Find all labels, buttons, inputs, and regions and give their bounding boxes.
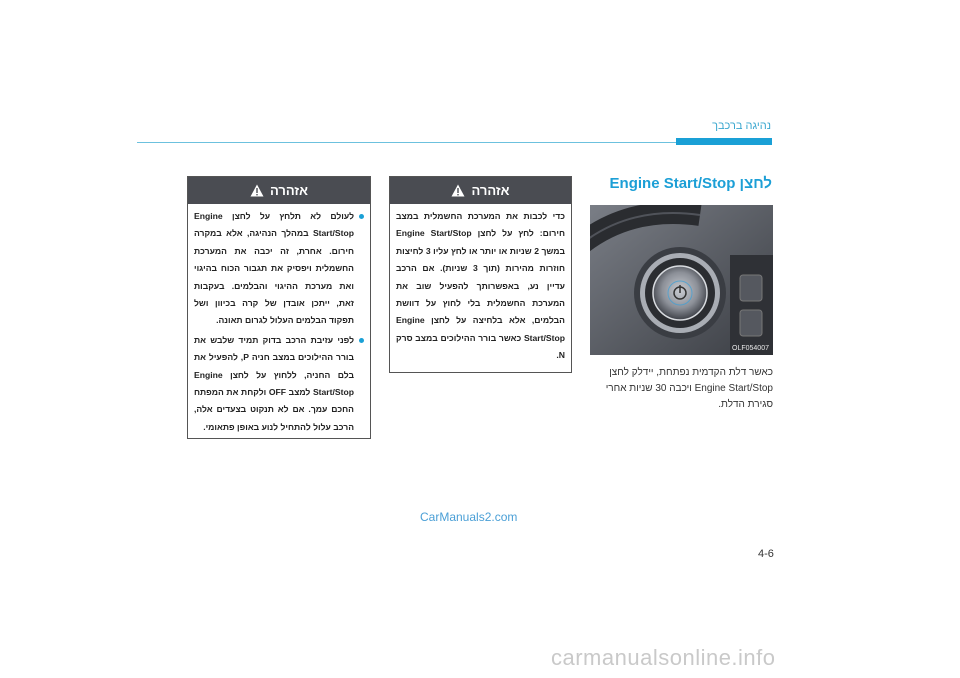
warning-body [188, 204, 370, 442]
section-title: לחצן Engine Start/Stop [609, 175, 772, 192]
bullet-icon [359, 338, 364, 343]
warning-title: אזהרה [471, 183, 510, 198]
warning-bullet [194, 332, 364, 436]
warning-triangle-icon [250, 184, 264, 197]
warning-text: כדי לכבות את המערכת החשמלית במצב חירום: לחץ על לחצן Engine Start/Stop במשך 2 שניות או יותר או לחץ עליו 3 לחיצות חוזרות מהירות (תוך 3 שניות). אם הרכב עדיין נע, באפשרותך להפעיל שוב את המערכת החשמלית בלי לחוץ על דוושת הבלמים, אלא בלחיצה על לחצן Engine Start/Stop כאשר בורר ההילוכים במצב סרק N. [396, 211, 565, 361]
warning-header [188, 177, 370, 204]
bullet-icon [359, 214, 364, 219]
warning-body [390, 204, 571, 369]
warning-bullet-text: לעולם לא תלחץ על לחצן Engine Start/Stop במהלך הנהיגה, אלא במקרה חירום. אחרת, זה יכבה את המערכת החשמלית ויפסיק את תגבור הכוח בהיגוי ואת מערכת ההיגוי והבלמים. בעקבות זאת, ייתכן אובדן של קרה בכיוון ושל תפקוד הבלמים העלול לגרום תאונה. [194, 211, 354, 326]
header-tab [676, 138, 772, 145]
warning-box-emergency [389, 176, 572, 373]
photo-caption: כאשר דלת הקדמית נפתחת, יידלק לחצן Engine Start/Stop ויכבה 30 שניות אחרי סגירת הדלת. [605, 367, 773, 410]
watermark-link[interactable]: CarManuals2.com [420, 510, 518, 524]
photo-id-label: OLF054007 [732, 345, 769, 352]
warning-title: אזהרה [269, 183, 309, 198]
page-number: 4-6 [758, 548, 774, 560]
warning-bullet-text: לפני עזיבת הרכב בדוק תמיד שלבש את בורר ההילוכים במצב חניה P, להפעיל את בלם החניה, ללחוץ על לחצן Engine Start/Stop למצב OFF ולקחת את המפתח החכם עמך. אם לא תנקוט בצעדים אלה, הרכב עלול להתחיל לנוע באופן פתאומי. [194, 334, 354, 432]
chapter-title: נהיגה ברכבך [712, 120, 771, 132]
warning-header [390, 177, 571, 204]
warning-bullet [194, 208, 364, 330]
engine-start-button-photo [590, 205, 773, 355]
footer-watermark: carmanualsonline.info [551, 645, 776, 670]
warning-box-driving [187, 176, 371, 439]
dashboard-illustration [590, 205, 773, 355]
warning-triangle-icon [451, 184, 465, 197]
